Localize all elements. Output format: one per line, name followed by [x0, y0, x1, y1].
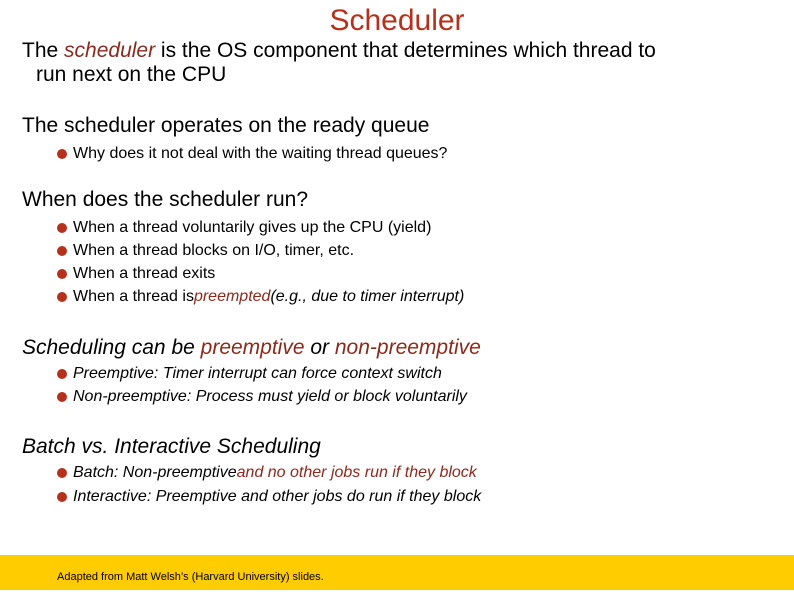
- bullet-dot-icon: [57, 269, 67, 279]
- slide-title: Scheduler: [329, 4, 465, 37]
- interactive-bullet: [57, 487, 481, 507]
- bullet-dot-icon: [57, 223, 67, 233]
- bullet-text-pre: Batch: Non-preemptive: [73, 464, 237, 481]
- bullet-dot-icon: [57, 292, 67, 302]
- when-run-bullet-1: [57, 218, 431, 238]
- ready-queue-bullet: [57, 144, 447, 164]
- bullet-text: When a thread exits: [73, 265, 216, 282]
- bullet-dot-icon: [57, 246, 67, 256]
- bullet-text: Interactive: Preemptive and other jobs do run if they block: [73, 488, 482, 505]
- bullet-text-pre: When a thread is: [73, 288, 194, 305]
- when-run-bullet-4: [57, 287, 464, 307]
- intro-emphasis: scheduler: [64, 39, 156, 62]
- intro-line-2: run next on the CPU: [36, 63, 227, 86]
- bullet-dot-icon: [57, 392, 67, 402]
- bullet-emphasis: preempted: [193, 288, 271, 305]
- ready-queue-heading: The scheduler operates on the ready queue: [22, 114, 430, 137]
- bullet-text-post: (e.g., due to timer interrupt): [270, 288, 465, 305]
- bullet-dot-icon: [57, 149, 67, 159]
- when-run-bullet-3: [57, 264, 215, 284]
- heading-emphasis-1: preemptive: [200, 336, 305, 359]
- bullet-dot-icon: [57, 468, 67, 478]
- heading-pre: Scheduling can be: [22, 336, 201, 359]
- batch-interactive-heading: Batch vs. Interactive Scheduling: [22, 435, 321, 458]
- heading-mid: or: [304, 336, 335, 359]
- bullet-emphasis: and no other jobs run if they block: [236, 464, 477, 481]
- preemptive-heading: [22, 335, 481, 361]
- when-run-bullet-2: [57, 241, 354, 261]
- bullet-text: Non-preemptive: Process must yield or block voluntarily: [73, 388, 467, 405]
- intro-post: is the OS component that determines which thread to: [155, 39, 656, 62]
- when-run-heading: When does the scheduler run?: [22, 188, 309, 211]
- heading-emphasis-2: non-preemptive: [334, 336, 481, 359]
- footer-credit: Adapted from Matt Welsh’s (Harvard University) slides.: [57, 571, 324, 583]
- batch-bullet: [57, 463, 477, 483]
- bullet-text: When a thread blocks on I/O, timer, etc.: [73, 242, 355, 259]
- preemptive-bullet-1: [57, 364, 442, 384]
- bullet-dot-icon: [57, 492, 67, 502]
- bullet-text: Preemptive: Timer interrupt can force context switch: [73, 365, 442, 382]
- intro-line-1: [22, 38, 656, 64]
- bullet-text: Why does it not deal with the waiting thread queues?: [73, 145, 448, 162]
- bullet-text: When a thread voluntarily gives up the CPU (yield): [73, 219, 432, 236]
- bullet-dot-icon: [57, 369, 67, 379]
- intro-pre: The: [22, 39, 65, 62]
- preemptive-bullet-2: [57, 387, 467, 407]
